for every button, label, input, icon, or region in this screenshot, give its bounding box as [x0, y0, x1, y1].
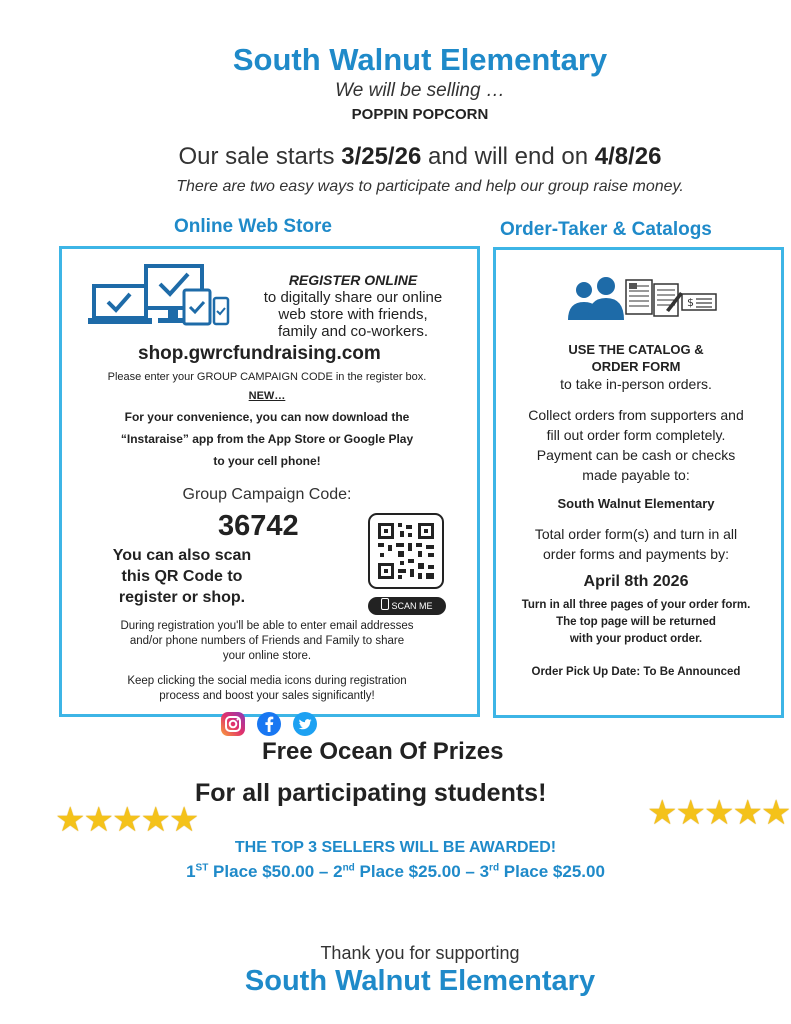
register-line-2: web store with friends, — [278, 306, 428, 323]
facebook-icon[interactable] — [256, 711, 282, 737]
instagram-icon[interactable] — [220, 711, 246, 737]
end-date: 4/8/26 — [594, 143, 662, 170]
collect-line-2: fill out order form completely. — [546, 427, 726, 443]
social-line-2: process and boost your sales significantly! — [159, 690, 375, 702]
pickup-date: Order Pick Up Date: To Be Announced — [531, 666, 741, 678]
social-info — [62, 674, 472, 704]
p2-num: 2 — [333, 862, 343, 881]
p1-text: Place $50.00 – — [208, 862, 334, 881]
new-label: NEW… — [248, 390, 286, 402]
twitter-icon[interactable] — [292, 711, 318, 737]
scan-me-badge[interactable] — [368, 597, 446, 615]
scan-line-1: You can also scan — [112, 547, 252, 564]
footer-school: South Walnut Elementary — [244, 965, 596, 997]
sale-middle: and will end on — [421, 143, 595, 170]
use-catalog — [496, 341, 776, 375]
code-label: Group Campaign Code: — [182, 486, 352, 503]
turn-line-1: Turn in all three pages of your order form. — [521, 599, 751, 611]
online-heading: Online Web Store — [174, 216, 333, 237]
order-form-icon — [566, 274, 718, 322]
take-orders-line: to take in-person orders. — [560, 376, 712, 392]
p3-num: 3 — [479, 862, 490, 881]
collect-line-4: made payable to: — [582, 467, 690, 483]
p2-sup: nd — [342, 862, 355, 874]
start-date: 3/25/26 — [341, 143, 422, 170]
p1-sup: ST — [195, 862, 209, 874]
register-line-3: family and co-workers. — [277, 323, 429, 340]
register-title: REGISTER ONLINE — [288, 272, 418, 288]
scan-line-2: this QR Code to — [121, 568, 243, 585]
use-line-1: USE THE CATALOG & — [568, 342, 704, 357]
collect-line-1: Collect orders from supporters and — [528, 407, 744, 423]
sale-dates — [0, 143, 791, 171]
devices-icon — [88, 262, 238, 328]
total-line-2: order forms and payments by: — [543, 546, 729, 562]
app-block — [62, 406, 472, 472]
school-title: South Walnut Elementary — [232, 42, 608, 77]
registration-info — [62, 619, 472, 664]
use-line-2: ORDER FORM — [591, 359, 681, 374]
campaign-code: 36742 — [218, 510, 299, 542]
app-line-3: to your cell phone! — [213, 454, 321, 468]
svg-text:$: $ — [687, 296, 694, 309]
scan-block — [92, 545, 272, 608]
p1-num: 1 — [186, 862, 196, 881]
turn-line-3: with your product order. — [569, 633, 703, 645]
store-url[interactable]: shop.gwrcfundraising.com — [138, 343, 381, 364]
stars-left: ★★★★★ — [55, 801, 198, 839]
stars-right: ★★★★★ — [647, 794, 790, 832]
award-line: THE TOP 3 SELLERS WILL BE AWARDED! — [234, 839, 557, 856]
register-line-1: to digitally share our online — [263, 289, 443, 306]
catalog-heading: Order-Taker & Catalogs — [500, 219, 712, 240]
intro-text: There are two easy ways to participate and help our group raise money. — [176, 178, 684, 195]
reg-line-3: your online store. — [222, 650, 312, 662]
prizes-line-2: For all participating students! — [195, 779, 547, 807]
product-name: POPPIN POPCORN — [351, 106, 489, 123]
turn-line-2: The top page will be returned — [556, 616, 716, 628]
app-line-1: For your convenience, you can now download the — [124, 410, 410, 424]
turn-in-block — [496, 597, 776, 648]
qr-code-icon[interactable] — [368, 513, 444, 589]
code-instruction: Please enter your GROUP CAMPAIGN CODE in the register box. — [107, 371, 427, 383]
app-line-2: “Instaraise” app from the App Store or Google Play — [120, 432, 414, 446]
prizes-line-1: Free Ocean Of Prizes — [262, 738, 504, 765]
collect-block — [496, 405, 776, 485]
collect-line-3: Payment can be cash or checks — [536, 447, 736, 463]
p2-text: Place $25.00 – — [354, 862, 480, 881]
social-line-1: Keep clicking the social media icons during registration — [127, 675, 407, 687]
scan-line-3: register or shop. — [118, 589, 246, 606]
total-line-1: Total order form(s) and turn in all — [534, 526, 738, 542]
prize-places — [0, 862, 791, 882]
sale-prefix: Our sale starts — [178, 143, 342, 170]
thanks-line: Thank you for supporting — [320, 943, 520, 963]
scan-me-label: SCAN ME — [391, 601, 433, 611]
total-block — [496, 524, 776, 564]
p3-sup: rd — [489, 862, 500, 874]
selling-line: We will be selling … — [335, 80, 505, 101]
register-block — [238, 272, 468, 340]
due-date: April 8th 2026 — [583, 573, 689, 590]
payable-to: South Walnut Elementary — [557, 496, 715, 511]
reg-line-2: and/or phone numbers of Friends and Family to share — [129, 635, 405, 647]
p3-text: Place $25.00 — [499, 862, 605, 881]
reg-line-1: During registration you'll be able to enter email addresses — [120, 620, 414, 632]
phone-icon — [381, 598, 389, 610]
